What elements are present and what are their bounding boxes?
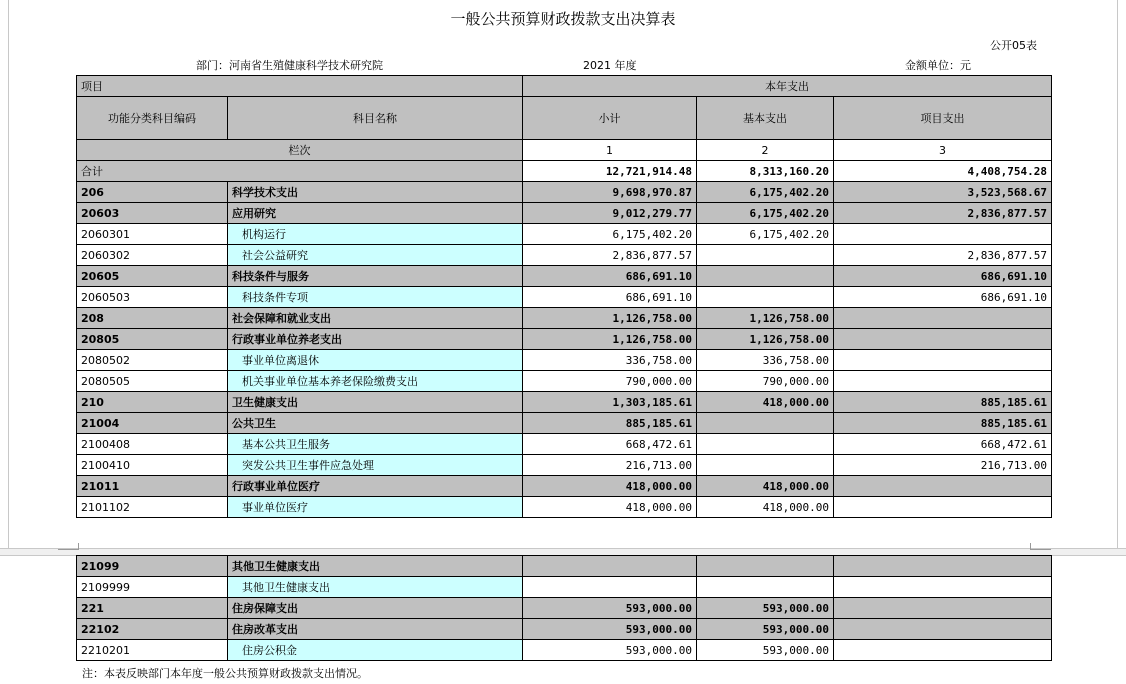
row-name: 社会公益研究 <box>228 245 523 266</box>
row-project <box>834 556 1052 577</box>
row-basic: 593,000.00 <box>697 640 834 661</box>
row-basic <box>697 245 834 266</box>
row-basic: 593,000.00 <box>697 619 834 640</box>
department-label: 部门：河南省生殖健康科学技术研究院 <box>196 59 383 72</box>
row-project: 2,836,877.57 <box>834 203 1052 224</box>
header-current-year: 本年支出 <box>523 76 1052 97</box>
page-corner-mark-left <box>58 543 79 550</box>
row-subtotal: 9,012,279.77 <box>523 203 697 224</box>
row-code: 21099 <box>77 556 228 577</box>
row-project <box>834 308 1052 329</box>
row-code: 210 <box>77 392 228 413</box>
row-name: 住房改革支出 <box>228 619 523 640</box>
row-basic <box>697 577 834 598</box>
row-code: 2060301 <box>77 224 228 245</box>
row-code: 2101102 <box>77 497 228 518</box>
table-row <box>77 619 1052 640</box>
row-name: 住房保障支出 <box>228 598 523 619</box>
header-subtotal: 小计 <box>523 97 697 140</box>
row-project <box>834 371 1052 392</box>
row-subtotal: 668,472.61 <box>523 434 697 455</box>
row-code: 20605 <box>77 266 228 287</box>
form-number: 公开05表 <box>990 39 1037 52</box>
row-subtotal <box>523 556 697 577</box>
total-subtotal: 12,721,914.48 <box>523 161 697 182</box>
sheet-border-right <box>1117 0 1118 548</box>
table-row <box>77 182 1052 203</box>
row-basic: 6,175,402.20 <box>697 224 834 245</box>
row-subtotal: 1,303,185.61 <box>523 392 697 413</box>
row-project: 216,713.00 <box>834 455 1052 476</box>
row-code: 21011 <box>77 476 228 497</box>
row-code: 20805 <box>77 329 228 350</box>
header-basic: 基本支出 <box>697 97 834 140</box>
row-name: 卫生健康支出 <box>228 392 523 413</box>
row-basic <box>697 455 834 476</box>
row-name: 行政事业单位医疗 <box>228 476 523 497</box>
table-row <box>77 434 1052 455</box>
row-project <box>834 497 1052 518</box>
row-project: 668,472.61 <box>834 434 1052 455</box>
row-code: 2060503 <box>77 287 228 308</box>
row-subtotal: 418,000.00 <box>523 476 697 497</box>
total-row <box>77 161 1052 182</box>
row-code: 208 <box>77 308 228 329</box>
row-project: 885,185.61 <box>834 413 1052 434</box>
row-name: 公共卫生 <box>228 413 523 434</box>
table-row <box>77 413 1052 434</box>
row-basic <box>697 556 834 577</box>
row-subtotal: 1,126,758.00 <box>523 329 697 350</box>
table-row <box>77 455 1052 476</box>
row-name: 事业单位离退休 <box>228 350 523 371</box>
row-subtotal: 2,836,877.57 <box>523 245 697 266</box>
row-project: 686,691.10 <box>834 266 1052 287</box>
table-row <box>77 497 1052 518</box>
table-row <box>77 287 1052 308</box>
row-project <box>834 224 1052 245</box>
row-project: 2,836,877.57 <box>834 245 1052 266</box>
table-row <box>77 556 1052 577</box>
row-basic: 1,126,758.00 <box>697 329 834 350</box>
row-basic: 6,175,402.20 <box>697 203 834 224</box>
row-name: 机构运行 <box>228 224 523 245</box>
row-project: 3,523,568.67 <box>834 182 1052 203</box>
table-row <box>77 371 1052 392</box>
table-row <box>77 203 1052 224</box>
row-name: 科学技术支出 <box>228 182 523 203</box>
expenditure-table-page-2 <box>76 555 1052 661</box>
table-row <box>77 266 1052 287</box>
row-code: 2100410 <box>77 455 228 476</box>
row-basic: 336,758.00 <box>697 350 834 371</box>
row-subtotal: 6,175,402.20 <box>523 224 697 245</box>
row-subtotal: 593,000.00 <box>523 640 697 661</box>
header-project: 项目支出 <box>834 97 1052 140</box>
row-code: 2080502 <box>77 350 228 371</box>
row-subtotal: 418,000.00 <box>523 497 697 518</box>
row-basic: 418,000.00 <box>697 476 834 497</box>
row-project <box>834 619 1052 640</box>
amount-unit: 金额单位：元 <box>905 59 971 72</box>
row-project <box>834 577 1052 598</box>
row-name: 事业单位医疗 <box>228 497 523 518</box>
row-project <box>834 350 1052 371</box>
row-subtotal: 790,000.00 <box>523 371 697 392</box>
table-row <box>77 350 1052 371</box>
row-name: 科技条件专项 <box>228 287 523 308</box>
header-name: 科目名称 <box>228 97 523 140</box>
row-name: 行政事业单位养老支出 <box>228 329 523 350</box>
row-name: 机关事业单位基本养老保险缴费支出 <box>228 371 523 392</box>
row-code: 21004 <box>77 413 228 434</box>
table-row <box>77 224 1052 245</box>
row-name: 应用研究 <box>228 203 523 224</box>
row-basic: 593,000.00 <box>697 598 834 619</box>
row-code: 2210201 <box>77 640 228 661</box>
row-code: 206 <box>77 182 228 203</box>
row-name: 住房公积金 <box>228 640 523 661</box>
table-row <box>77 329 1052 350</box>
row-basic <box>697 413 834 434</box>
row-project <box>834 329 1052 350</box>
row-project <box>834 476 1052 497</box>
row-subtotal: 885,185.61 <box>523 413 697 434</box>
row-name: 突发公共卫生事件应急处理 <box>228 455 523 476</box>
row-code: 2109999 <box>77 577 228 598</box>
row-subtotal: 593,000.00 <box>523 598 697 619</box>
row-basic: 1,126,758.00 <box>697 308 834 329</box>
row-name: 科技条件与服务 <box>228 266 523 287</box>
fiscal-year: 2021 年度 <box>583 59 637 72</box>
row-code: 2060302 <box>77 245 228 266</box>
total-label: 合计 <box>77 161 523 182</box>
row-basic: 418,000.00 <box>697 392 834 413</box>
row-subtotal: 686,691.10 <box>523 266 697 287</box>
row-code: 22102 <box>77 619 228 640</box>
row-project: 885,185.61 <box>834 392 1052 413</box>
row-subtotal: 336,758.00 <box>523 350 697 371</box>
total-project: 4,408,754.28 <box>834 161 1052 182</box>
row-code: 2080505 <box>77 371 228 392</box>
table-row <box>77 598 1052 619</box>
table-row <box>77 245 1052 266</box>
expenditure-table-page-1 <box>76 75 1052 518</box>
row-subtotal: 1,126,758.00 <box>523 308 697 329</box>
row-basic <box>697 266 834 287</box>
row-basic: 790,000.00 <box>697 371 834 392</box>
footnote: 注：本表反映部门本年度一般公共预算财政拨款支出情况。 <box>82 667 368 680</box>
row-project <box>834 598 1052 619</box>
column-number-1: 1 <box>523 140 697 161</box>
table-row <box>77 640 1052 661</box>
table-row <box>77 392 1052 413</box>
row-code: 20603 <box>77 203 228 224</box>
table-row <box>77 476 1052 497</box>
row-subtotal: 593,000.00 <box>523 619 697 640</box>
header-code: 功能分类科目编码 <box>77 97 228 140</box>
total-basic: 8,313,160.20 <box>697 161 834 182</box>
row-basic <box>697 287 834 308</box>
row-name: 社会保障和就业支出 <box>228 308 523 329</box>
row-code: 221 <box>77 598 228 619</box>
row-basic <box>697 434 834 455</box>
row-subtotal: 216,713.00 <box>523 455 697 476</box>
sheet-border-left <box>8 0 9 548</box>
row-basic: 418,000.00 <box>697 497 834 518</box>
row-name: 基本公共卫生服务 <box>228 434 523 455</box>
column-number-3: 3 <box>834 140 1052 161</box>
row-name: 其他卫生健康支出 <box>228 556 523 577</box>
row-subtotal <box>523 577 697 598</box>
row-name: 其他卫生健康支出 <box>228 577 523 598</box>
page-corner-mark-right <box>1030 543 1051 550</box>
column-number-2: 2 <box>697 140 834 161</box>
row-basic: 6,175,402.20 <box>697 182 834 203</box>
row-subtotal: 9,698,970.87 <box>523 182 697 203</box>
header-column-label: 栏次 <box>77 140 523 161</box>
row-code: 2100408 <box>77 434 228 455</box>
row-subtotal: 686,691.10 <box>523 287 697 308</box>
row-project <box>834 640 1052 661</box>
table-row <box>77 577 1052 598</box>
header-item: 项目 <box>77 76 523 97</box>
table-row <box>77 308 1052 329</box>
row-project: 686,691.10 <box>834 287 1052 308</box>
page-title: 一般公共预算财政拨款支出决算表 <box>450 10 676 28</box>
